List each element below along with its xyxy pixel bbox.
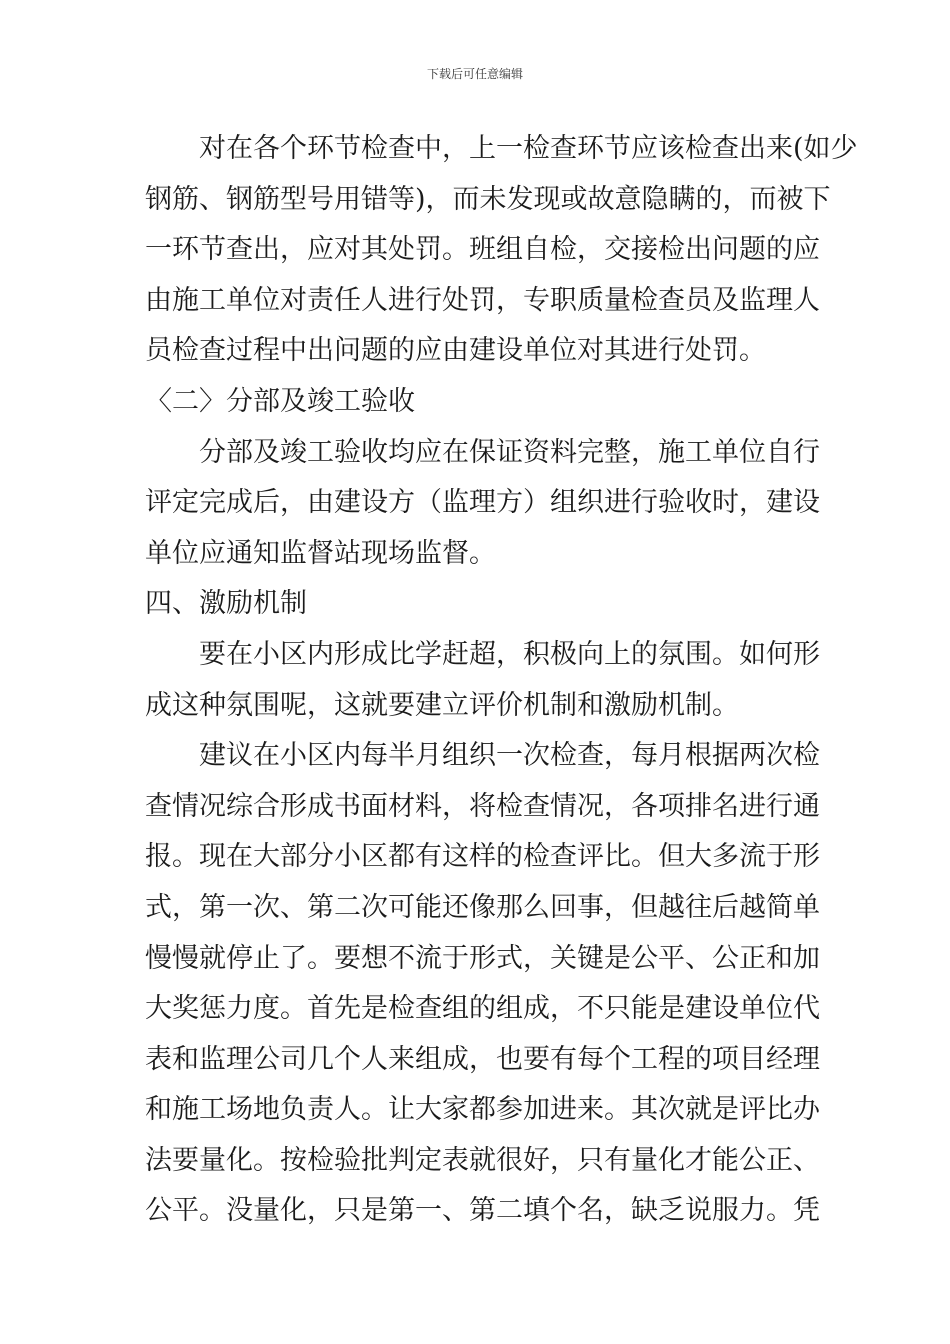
section-heading: 四、激励机制 [145,588,307,620]
paragraph-line: 一环节查出，应对其处罚。班组自检，交接检出问题的应 [145,234,820,266]
paragraph-line: 表和监理公司几个人来组成，也要有每个工程的项目经理 [145,1043,820,1075]
paragraph-line: 由施工单位对责任人进行处罚，专职质量检查员及监理人 [145,284,820,316]
paragraph-line: 成这种氛围呢，这就要建立评价机制和激励机制。 [145,689,739,721]
paragraph-line: 式，第一次、第二次可能还像那么回事，但越往后越简单 [145,891,820,923]
paragraph-line: 慢慢就停止了。要想不流于形式，关键是公平、公正和加 [145,942,820,974]
paragraph-line: 评定完成后，由建设方（监理方）组织进行验收时，建设 [145,487,820,519]
paragraph-line: 公平。没量化，只是第一、第二填个名，缺乏说服力。凭 [145,1195,820,1227]
paragraph-line: 分部及竣工验收均应在保证资料完整，施工单位自行 [199,436,820,468]
page-header: 下载后可任意编辑 [426,67,523,81]
paragraph-line: 大奖惩力度。首先是检查组的组成，不只能是建设单位代 [145,993,820,1025]
paragraph-line: 员检查过程中出问题的应由建设单位对其进行处罚。 [145,335,766,367]
paragraph-line: 钢筋、钢筋型号用错等)，而未发现或故意隐瞒的，而被下 [145,183,831,215]
document-body [145,124,858,1237]
paragraph-line: 查情况综合形成书面材料，将检查情况，各项排名进行通 [145,790,820,822]
paragraph-line: 法要量化。按检验批判定表就很好，只有量化才能公正、 [145,1144,820,1176]
section-heading: 〈二〉分部及竣工验收 [145,385,415,417]
paragraph-line: 建议在小区内每半月组织一次检查，每月根据两次检 [199,740,820,772]
paragraph-line: 报。现在大部分小区都有这样的检查评比。但大多流于形 [145,841,820,873]
paragraph-line: 要在小区内形成比学赶超，积极向上的氛围。如何形 [199,638,820,670]
paragraph-line: 和施工场地负责人。让大家都参加进来。其次就是评比办 [145,1094,820,1126]
paragraph-line: 单位应通知监督站现场监督。 [145,537,496,569]
paragraph-line: 对在各个环节检查中，上一检查环节应该检查出来(如少 [199,133,858,164]
